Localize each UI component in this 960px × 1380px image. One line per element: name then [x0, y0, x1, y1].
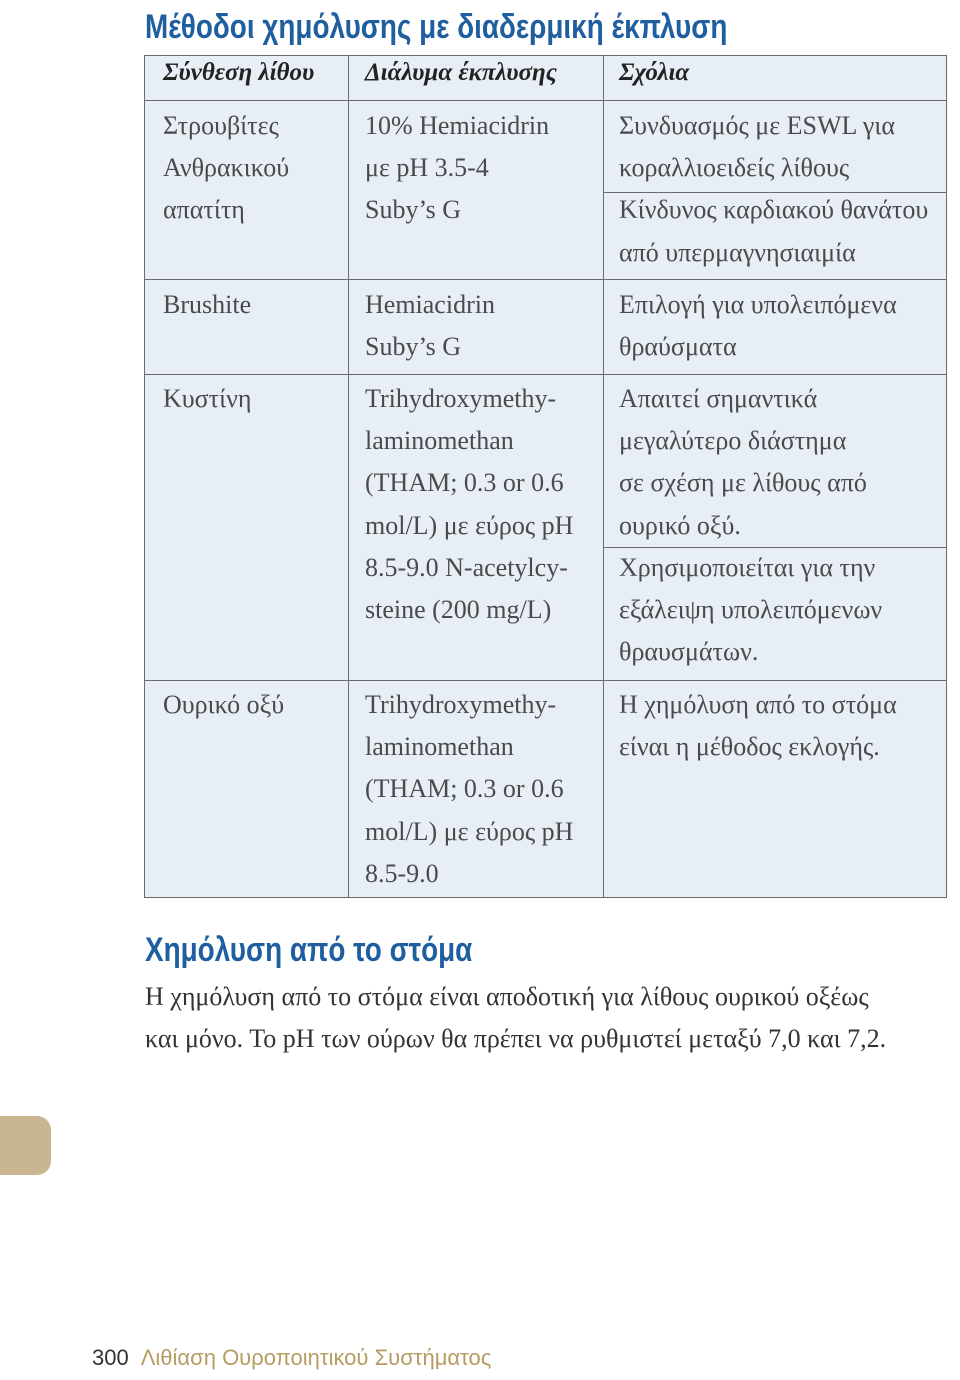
header-divider: [144, 100, 947, 101]
page-number: 300: [92, 1345, 129, 1370]
column-divider: [348, 55, 349, 898]
subsection-title: Χημόλυση από το στόμα: [145, 931, 473, 969]
column-header-solution: Διάλυμα έκπλυσης: [365, 59, 557, 86]
chapter-tab-marker: [0, 1116, 51, 1175]
table-cell-solution: Trihydroxymethy- laminomethan (THAM; 0.3 or 0.6 mol/L) με εύρος pH 8.5-9.0: [365, 690, 574, 888]
paragraph-line: και μόνο. Το pH των ούρων θα πρέπει να ρυθμιστεί μεταξύ 7,0 και 7,2.: [145, 1024, 887, 1053]
table-cell-comments: Η χημόλυση από το στόμα είναι η μέθοδος εκλογής.: [619, 690, 897, 762]
table-cell-stone: Ουρικό οξύ: [163, 690, 285, 719]
table-cell-solution: Hemiacidrin Suby’s G: [365, 290, 495, 362]
table-cell-comments: Απαιτεί σημαντικά μεγαλύτερο διάστημα σε σχέση με λίθους από ουρικό οξύ. Χρησιμοποιείται για την εξάλειψη υπολειπόμενων θραυσμάτων.: [619, 384, 883, 667]
table-cell-solution: Trihydroxymethy- laminomethan (THAM; 0.3 or 0.6 mol/L) με εύρος pH 8.5-9.0 N-acetylcy- steine (200 mg/L): [365, 384, 574, 625]
column-header-comments: Σχόλια: [619, 59, 690, 86]
table-cell-solution: 10% Hemiacidrin με pH 3.5-4 Suby’s G: [365, 111, 550, 225]
table-cell-stone: Στρουβίτες Ανθρακικού απατίτη: [163, 111, 290, 225]
table-cell-stone: Brushite: [163, 290, 252, 319]
table-cell-stone: Κυστίνη: [163, 384, 252, 413]
table-cell-comments: Επιλογή για υπολειπόμενα θραύσματα: [619, 290, 897, 362]
column-header-stone: Σύνθεση λίθου: [163, 59, 315, 86]
row-divider: [144, 279, 947, 280]
book-title: Λιθίαση Ουροποιητικού Συστήματος: [140, 1345, 492, 1370]
paragraph-line: Η χημόλυση από το στόμα είναι αποδοτική για λίθους ουρικού οξέως: [145, 982, 869, 1011]
table-cell-comments: Συνδυασμός με ESWL για κοραλλιοειδείς λίθους Κίνδυνος καρδιακού θανάτου από υπερμαγνησιαιμία: [619, 111, 929, 267]
page-footer: [92, 1345, 491, 1371]
row-divider: [144, 374, 947, 375]
row-divider: [144, 680, 947, 681]
column-divider: [603, 55, 604, 898]
section-title: Μέθοδοι χημόλυσης με διαδερμική έκπλυση: [145, 8, 728, 46]
